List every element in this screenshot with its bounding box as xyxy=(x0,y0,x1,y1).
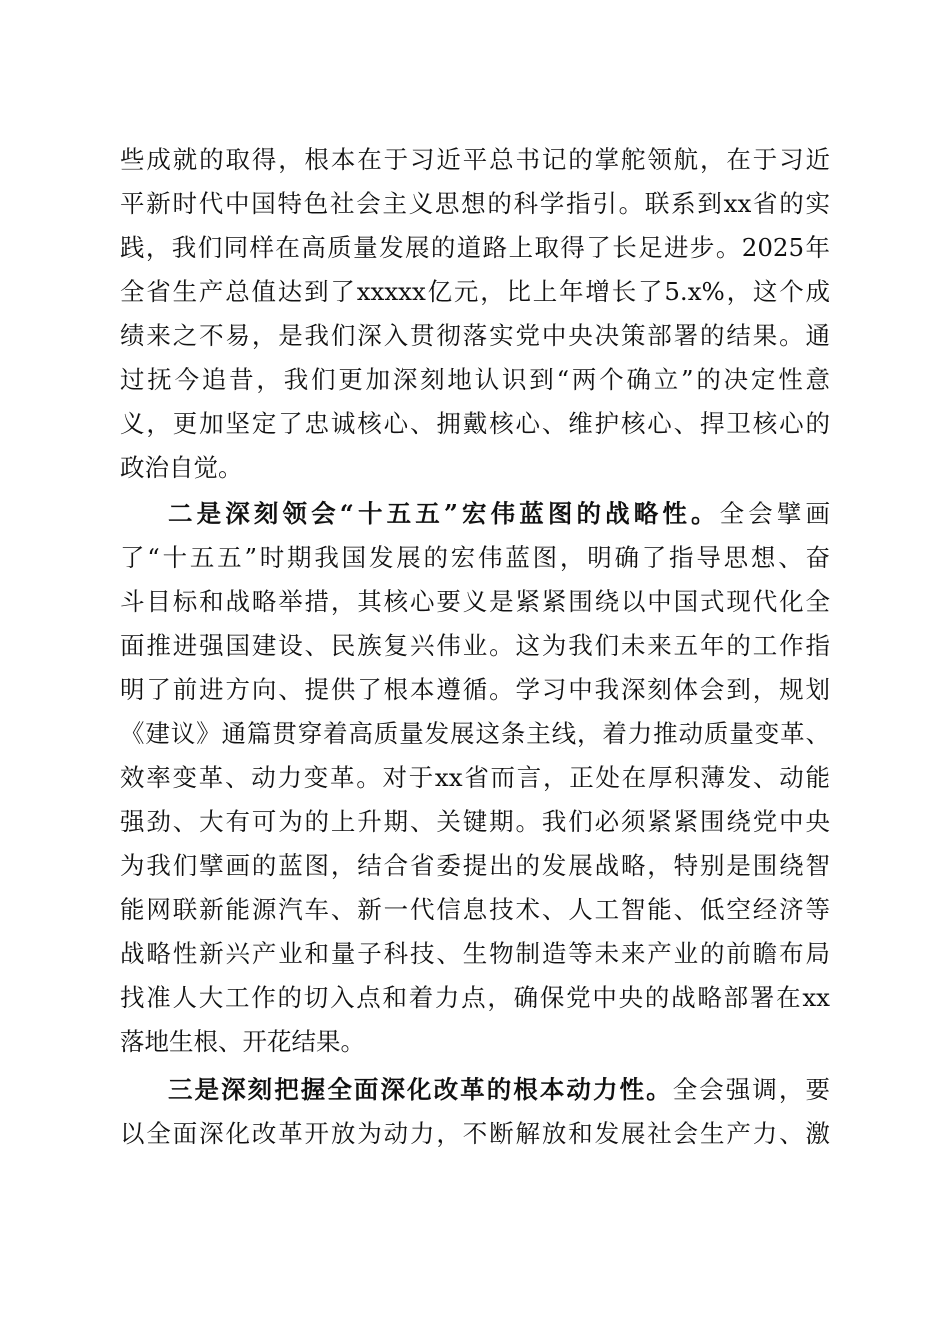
paragraph-1-line-2: 平新时代中国特色社会主义思想的科学指引。联系到xx省的实 xyxy=(120,189,830,218)
paragraph-3-line-2: 以全面深化改革开放为动力，不断解放和发展社会生产力、激 xyxy=(120,1119,830,1148)
paragraph-1-line-8: 政治自觉。 xyxy=(120,453,243,482)
paragraph-1-line-4: 全省生产总值达到了xxxxx亿元，比上年增长了5.x%，这个成 xyxy=(120,277,830,306)
paragraph-2-line-12: 找准人大工作的切入点和着力点，确保党中央的战略部署在xx xyxy=(120,983,830,1012)
paragraph-2-line-6: 《建议》通篇贯穿着高质量发展这条主线，着力推动质量变革、 xyxy=(120,719,830,748)
paragraph-2-line-10: 能网联新能源汽车、新一代信息技术、人工智能、低空经济等 xyxy=(120,895,830,924)
paragraph-2-line-13: 落地生根、开花结果。 xyxy=(120,1027,365,1056)
paragraph-1-line-1: 些成就的取得，根本在于习近平总书记的掌舵领航，在于习近 xyxy=(120,145,830,174)
paragraph-2-line-4: 面推进强国建设、民族复兴伟业。这为我们未来五年的工作指 xyxy=(120,631,830,660)
paragraph-1-line-7: 义，更加坚定了忠诚核心、拥戴核心、维护核心、捍卫核心的 xyxy=(120,409,830,438)
paragraph-2-line-8: 强劲、大有可为的上升期、关键期。我们必须紧紧围绕党中央 xyxy=(120,807,830,836)
paragraph-3-heading: 三是深刻把握全面深化改革的根本动力性。 xyxy=(168,1075,673,1104)
paragraph-1-line-6: 过抚今追昔，我们更加深刻地认识到“两个确立”的决定性意 xyxy=(120,365,830,394)
paragraph-3-first-line xyxy=(168,1070,830,1110)
paragraph-2-first-line-rest: 全会擘画 xyxy=(719,499,831,528)
paragraph-1-line-3: 践，我们同样在高质量发展的道路上取得了长足进步。2025年 xyxy=(120,233,830,262)
paragraph-2-line-3: 斗目标和战略举措，其核心要义是紧紧围绕以中国式现代化全 xyxy=(120,587,830,616)
paragraph-2-line-9: 为我们擘画的蓝图，结合省委提出的发展战略，特别是围绕智 xyxy=(120,851,830,880)
paragraph-2-line-5: 明了前进方向、提供了根本遵循。学习中我深刻体会到，规划 xyxy=(120,675,830,704)
paragraph-2-line-11: 战略性新兴产业和量子科技、生物制造等未来产业的前瞻布局 xyxy=(120,939,830,968)
paragraph-2-first-line xyxy=(168,494,830,534)
paragraph-2-heading: 二是深刻领会“十五五”宏伟蓝图的战略性。 xyxy=(168,499,720,528)
paragraph-2-line-2: 了“十五五”时期我国发展的宏伟蓝图，明确了指导思想、奋 xyxy=(120,543,830,572)
paragraph-2-line-7: 效率变革、动力变革。对于xx省而言，正处在厚积薄发、动能 xyxy=(120,763,830,792)
paragraph-1-line-5: 绩来之不易，是我们深入贯彻落实党中央决策部署的结果。通 xyxy=(120,321,830,350)
paragraph-3-first-line-rest: 全会强调，要 xyxy=(672,1075,830,1104)
